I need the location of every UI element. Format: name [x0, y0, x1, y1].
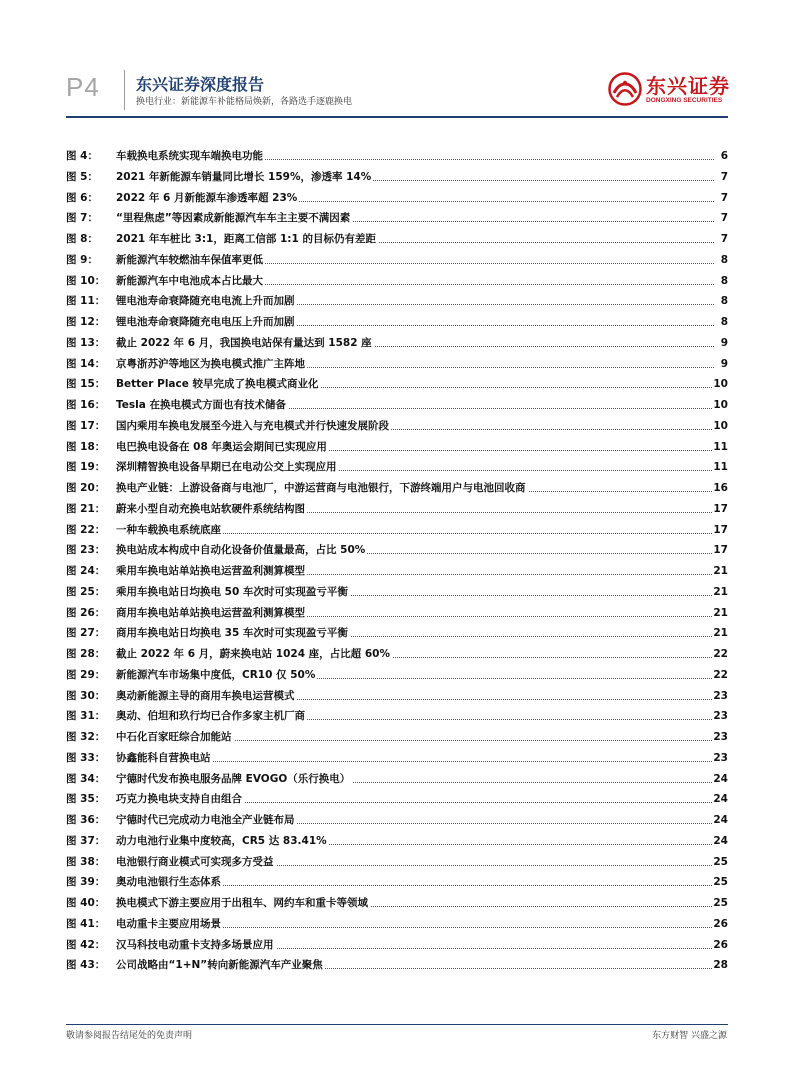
toc-entry[interactable] — [66, 810, 728, 831]
toc-figure-title[interactable]: 2021 年新能源车销量同比增长 159%，渗透率 14% — [116, 167, 373, 188]
toc-figure-title[interactable]: 电动重卡主要应用场景 — [116, 914, 223, 935]
toc-page-number[interactable]: 24 — [713, 769, 728, 790]
toc-figure-title[interactable]: 宁德时代已完成动力电池全产业链布局 — [116, 810, 297, 831]
toc-figure-label: 图 40： — [66, 897, 106, 909]
toc-figure-title[interactable]: 乘用车换电站单站换电运营盈利测算模型 — [116, 561, 307, 582]
toc-entry[interactable] — [66, 229, 728, 250]
toc-figure-label: 图 18： — [66, 440, 106, 453]
toc-entry[interactable] — [66, 457, 728, 478]
toc-page-number[interactable]: 9 — [721, 354, 728, 375]
toc-figure-label: 图 29： — [66, 668, 106, 681]
toc-figure-label: 图 10： — [66, 274, 106, 287]
toc-figure-title[interactable]: 蔚来小型自动充换电站软硬件系统结构图 — [116, 499, 307, 520]
toc-figure-title[interactable]: 奥动新能源主导的商用车换电运营模式 — [116, 686, 297, 707]
toc-entry[interactable] — [66, 250, 728, 271]
toc-figure-label: 图 39： — [66, 876, 106, 889]
toc-entry[interactable] — [66, 935, 728, 956]
toc-figure-title[interactable]: 电池银行商业模式可实现多方受益 — [116, 852, 276, 873]
toc-figure-title[interactable]: 车载换电系统实现车端换电功能 — [116, 146, 265, 167]
toc-figure-title[interactable]: 截止 2022 年 6 月，蔚来换电站 1024 座，占比超 60% — [116, 644, 392, 665]
toc-page-number[interactable]: 8 — [721, 291, 728, 312]
toc-figure-title[interactable]: 深圳精智换电设备早期已在电动公交上实现应用 — [116, 457, 339, 478]
toc-page-number[interactable]: 26 — [713, 935, 728, 956]
toc-figure-label: 图 9： — [66, 253, 98, 266]
toc-entry[interactable] — [66, 208, 728, 229]
toc-entry[interactable] — [66, 769, 728, 790]
toc-page-number[interactable]: 10 — [713, 395, 728, 416]
toc-figure-title[interactable]: 国内乘用车换电发展至今进入与充电模式并行快速发展阶段 — [116, 416, 391, 437]
figure-list — [66, 146, 728, 976]
toc-figure-title[interactable]: 截止 2022 年 6 月，我国换电站保有量达到 1582 座 — [116, 333, 374, 354]
toc-page-number[interactable]: 28 — [713, 955, 728, 976]
toc-figure-title[interactable]: 新能源汽车中电池成本占比最大 — [116, 271, 265, 292]
toc-page-number[interactable]: 8 — [721, 312, 728, 333]
toc-figure-label: 图 4： — [66, 150, 98, 162]
toc-figure-title[interactable]: 锂电池寿命衰降随充电电压上升而加剧 — [116, 312, 297, 333]
toc-entry[interactable] — [66, 561, 728, 582]
toc-entry[interactable] — [66, 354, 728, 375]
toc-figure-title[interactable]: 奥动电池银行生态体系 — [116, 872, 223, 893]
toc-figure-title[interactable]: 一种车载换电系统底座 — [116, 520, 223, 541]
toc-figure-label: 图 38： — [66, 855, 106, 868]
toc-figure-title[interactable]: 2021 年车桩比 3:1，距离工信部 1:1 的目标仍有差距 — [116, 229, 378, 250]
toc-entry[interactable] — [66, 893, 728, 914]
toc-page-number[interactable]: 11 — [713, 437, 728, 458]
toc-figure-label: 图 31： — [66, 710, 106, 723]
toc-entry[interactable] — [66, 789, 728, 810]
header-divider — [124, 70, 125, 110]
toc-entry[interactable] — [66, 665, 728, 686]
dongxing-logo-mark-icon — [608, 72, 642, 106]
toc-figure-title[interactable]: 锂电池寿命衰降随充电电流上升而加剧 — [116, 291, 297, 312]
toc-figure-title[interactable]: “里程焦虑”等因素成新能源汽车车主主要不满因素 — [116, 208, 352, 229]
toc-page-number[interactable]: 23 — [713, 706, 728, 727]
toc-figure-label: 图 43： — [66, 959, 106, 972]
toc-page-number[interactable]: 25 — [713, 872, 728, 893]
toc-entry[interactable] — [66, 706, 728, 727]
toc-entry[interactable] — [66, 686, 728, 707]
toc-figure-label: 图 26： — [66, 606, 106, 619]
toc-figure-label: 图 20： — [66, 482, 106, 494]
toc-figure-title[interactable]: 新能源汽车市场集中度低，CR10 仅 50% — [116, 665, 317, 686]
toc-entry[interactable] — [66, 852, 728, 873]
toc-figure-title[interactable]: 中石化百家旺综合加能站 — [116, 727, 234, 748]
toc-entry[interactable] — [66, 333, 728, 354]
toc-page-number[interactable]: 21 — [713, 603, 728, 624]
toc-figure-title[interactable]: 乘用车换电站日均换电 50 车次时可实现盈亏平衡 — [116, 582, 350, 603]
report-title: 东兴证券深度报告 — [136, 75, 265, 94]
toc-figure-title[interactable]: 换电站成本构成中自动化设备价值量最高，占比 50% — [116, 540, 367, 561]
toc-figure-label: 图 6： — [66, 191, 98, 204]
toc-page-number[interactable]: 17 — [713, 540, 728, 561]
toc-entry[interactable] — [66, 520, 728, 541]
toc-figure-title[interactable]: 动力电池行业集中度较高，CR5 达 83.41% — [116, 831, 329, 852]
toc-page-number[interactable]: 11 — [713, 457, 728, 478]
toc-page-number[interactable]: 22 — [713, 644, 728, 665]
toc-page-number[interactable]: 25 — [713, 893, 728, 914]
toc-entry[interactable] — [66, 271, 728, 292]
toc-figure-title[interactable]: Tesla 在换电模式方面也有技术储备 — [116, 395, 288, 416]
toc-figure-label: 图 25： — [66, 585, 106, 598]
toc-figure-title[interactable]: 电巴换电设备在 08 年奥运会期间已实现应用 — [116, 437, 329, 458]
toc-page-number[interactable]: 24 — [713, 789, 728, 810]
toc-figure-label: 图 15： — [66, 378, 106, 391]
toc-entry[interactable] — [66, 416, 728, 437]
toc-entry[interactable] — [66, 312, 728, 333]
logo-text: 东兴证券 — [646, 74, 730, 98]
toc-page-number[interactable]: 10 — [713, 416, 728, 437]
toc-figure-label: 图 30： — [66, 689, 106, 702]
toc-page-number[interactable]: 21 — [713, 623, 728, 644]
toc-figure-title[interactable]: 协鑫能科自营换电站 — [116, 748, 213, 769]
toc-figure-title[interactable]: 商用车换电站单站换电运营盈利测算模型 — [116, 603, 307, 624]
toc-figure-title[interactable]: 商用车换电站日均换电 35 车次时可实现盈亏平衡 — [116, 623, 350, 644]
toc-figure-label: 图 8： — [66, 233, 98, 245]
toc-page-number[interactable]: 25 — [713, 852, 728, 873]
header-rule — [66, 116, 728, 118]
toc-page-number[interactable]: 21 — [713, 582, 728, 603]
toc-figure-title[interactable]: 奥动、伯坦和玖行均已合作多家主机厂商 — [116, 706, 307, 727]
toc-page-number[interactable]: 23 — [713, 686, 728, 707]
toc-figure-label: 图 7： — [66, 212, 98, 225]
toc-figure-title[interactable]: 汉马科技电动重卡支持多场景应用 — [116, 935, 276, 956]
toc-figure-label: 图 36： — [66, 814, 106, 826]
logo-english: DONGXING SECURITIES — [646, 97, 723, 104]
toc-figure-label: 图 11： — [66, 295, 106, 308]
toc-entry[interactable] — [66, 831, 728, 852]
toc-figure-title[interactable]: 新能源汽车较燃油车保值率更低 — [116, 250, 265, 271]
toc-entry[interactable] — [66, 146, 728, 167]
toc-figure-title[interactable]: Better Place 较早完成了换电模式商业化 — [116, 374, 321, 395]
toc-entry[interactable] — [66, 395, 728, 416]
toc-figure-label: 图 19： — [66, 461, 106, 474]
toc-entry[interactable] — [66, 374, 728, 395]
toc-page-number[interactable]: 22 — [713, 665, 728, 686]
toc-entry[interactable] — [66, 623, 728, 644]
toc-entry[interactable] — [66, 582, 728, 603]
toc-entry[interactable] — [66, 167, 728, 188]
toc-figure-label: 图 33： — [66, 751, 106, 764]
toc-figure-label: 图 23： — [66, 544, 106, 557]
toc-figure-label: 图 5： — [66, 170, 98, 183]
report-subtitle: 换电行业：新能源车补能格局焕新，各路选手逐鹿换电 — [136, 97, 353, 107]
toc-page-number[interactable]: 24 — [713, 810, 728, 831]
toc-page-number[interactable]: 23 — [713, 727, 728, 748]
toc-figure-label: 图 22： — [66, 523, 106, 536]
toc-figure-label: 图 17： — [66, 419, 106, 432]
toc-entry[interactable] — [66, 188, 728, 209]
toc-figure-label: 图 21： — [66, 502, 106, 515]
toc-entry[interactable] — [66, 478, 728, 499]
toc-page-number[interactable]: 6 — [721, 146, 728, 167]
toc-page-number[interactable]: 21 — [713, 561, 728, 582]
toc-entry[interactable] — [66, 872, 728, 893]
toc-entry[interactable] — [66, 603, 728, 624]
toc-entry[interactable] — [66, 291, 728, 312]
toc-figure-label: 图 14： — [66, 357, 106, 370]
toc-figure-title[interactable]: 京粤浙苏沪等地区为换电模式推广主阵地 — [116, 354, 307, 375]
toc-figure-title[interactable]: 公司战略由“1+N”转向新能源汽车产业聚焦 — [116, 955, 325, 976]
toc-page-number[interactable]: 16 — [713, 478, 728, 499]
toc-figure-title[interactable]: 2022 年 6 月新能源车渗透率超 23% — [116, 188, 299, 209]
toc-figure-label: 图 32： — [66, 731, 106, 743]
toc-entry[interactable] — [66, 540, 728, 561]
toc-figure-label: 图 16： — [66, 399, 106, 411]
toc-page-number[interactable]: 7 — [721, 229, 728, 250]
toc-figure-label: 图 28： — [66, 648, 106, 660]
company-slogan: 东方财智 兴盛之源 — [652, 1031, 727, 1041]
toc-entry[interactable] — [66, 727, 728, 748]
toc-page-number[interactable]: 8 — [721, 271, 728, 292]
toc-page-number[interactable]: 7 — [721, 208, 728, 229]
toc-page-number[interactable]: 17 — [713, 499, 728, 520]
toc-page-number[interactable]: 7 — [721, 188, 728, 209]
toc-page-number[interactable]: 23 — [713, 748, 728, 769]
toc-entry[interactable] — [66, 955, 728, 976]
company-logo — [608, 68, 736, 110]
toc-entry[interactable] — [66, 644, 728, 665]
toc-entry[interactable] — [66, 748, 728, 769]
toc-figure-label: 图 41： — [66, 917, 106, 930]
toc-figure-title[interactable]: 巧克力换电块支持自由组合 — [116, 789, 244, 810]
toc-entry[interactable] — [66, 437, 728, 458]
toc-page-number[interactable]: 7 — [721, 167, 728, 188]
toc-figure-label: 图 24： — [66, 565, 106, 577]
toc-page-number[interactable]: 24 — [713, 831, 728, 852]
toc-figure-title[interactable]: 宁德时代发布换电服务品牌 EVOGO（乐行换电） — [116, 769, 352, 790]
toc-figure-label: 图 13： — [66, 336, 106, 349]
toc-figure-label: 图 34： — [66, 772, 106, 785]
toc-figure-label: 图 35： — [66, 793, 106, 806]
toc-page-number[interactable]: 9 — [721, 333, 728, 354]
toc-figure-label: 图 37： — [66, 834, 106, 847]
toc-page-number[interactable]: 26 — [713, 914, 728, 935]
toc-entry[interactable] — [66, 499, 728, 520]
toc-figure-title[interactable]: 换电模式下游主要应用于出租车、网约车和重卡等领域 — [116, 893, 370, 914]
toc-page-number[interactable]: 8 — [721, 250, 728, 271]
toc-page-number[interactable]: 17 — [713, 520, 728, 541]
toc-figure-title[interactable]: 换电产业链：上游设备商与电池厂，中游运营商与电池银行，下游终端用户与电池回收商 — [116, 478, 528, 499]
toc-page-number[interactable]: 10 — [713, 374, 728, 395]
disclaimer-note: 敬请参阅报告结尾处的免责声明 — [66, 1031, 193, 1041]
toc-figure-label: 图 27： — [66, 627, 106, 640]
toc-figure-label: 图 42： — [66, 938, 106, 951]
page-header — [0, 0, 793, 120]
toc-figure-label: 图 12： — [66, 316, 106, 328]
page-number: P4 — [66, 72, 100, 102]
footer-rule — [66, 1024, 728, 1025]
toc-entry[interactable] — [66, 914, 728, 935]
